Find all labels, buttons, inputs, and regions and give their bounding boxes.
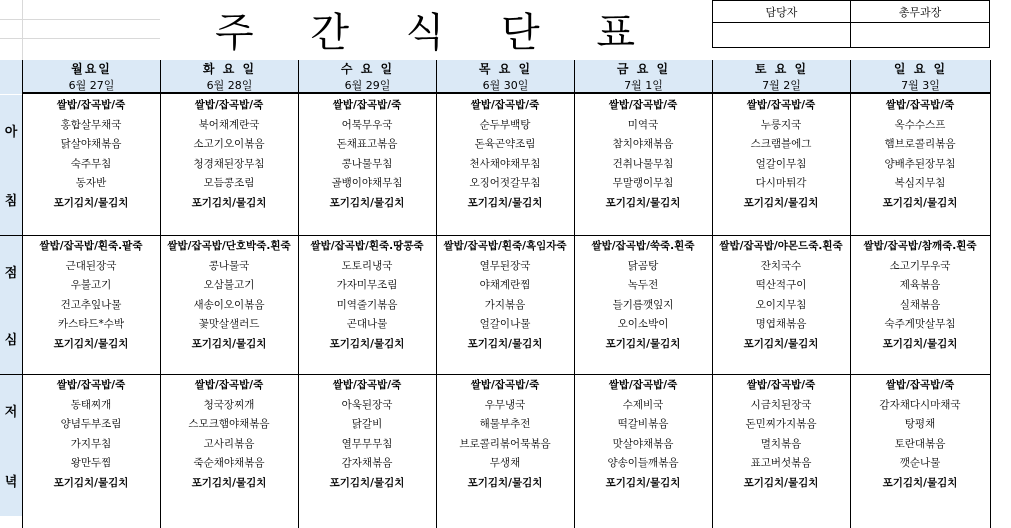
kimchi-item: 포기김치/물김치	[191, 196, 267, 209]
menu-item: 근대된장국	[65, 259, 117, 272]
sheet-gridline	[0, 19, 160, 20]
menu-item: 소고기무우국	[889, 259, 951, 272]
rice-item: 쌀밥/잡곡밥/단호박죽.흰죽	[167, 240, 291, 252]
menu-item: 들기름깻잎지	[612, 298, 674, 311]
kimchi-item: 포기김치/물김치	[329, 196, 405, 209]
rice-item: 쌀밥/잡곡밥/죽	[746, 99, 816, 111]
rice-item: 쌀밥/잡곡밥/죽	[470, 99, 540, 111]
day-date: 6월 27일	[68, 78, 115, 92]
day-name: 수 요 일	[340, 61, 395, 76]
sheet-gridline	[22, 0, 23, 60]
kimchi-item: 포기김치/물김치	[53, 476, 129, 489]
meal-label-2	[0, 236, 22, 374]
meal-label-bottom: 녁	[4, 475, 18, 490]
day-name: 목 요 일	[478, 61, 533, 76]
manager-label: 담당자	[713, 1, 851, 23]
menu-item: 건고추잎나물	[60, 298, 122, 311]
meal-label-top: 저	[4, 405, 18, 420]
menu-item: 양배추된장무침	[884, 157, 956, 170]
menu-item: 고사리볶음	[203, 437, 255, 450]
meal-label-bottom: 심	[4, 333, 18, 348]
menu-item: 동자반	[75, 177, 107, 189]
rice-item: 쌀밥/잡곡밥/흰죽.팥죽	[39, 240, 143, 252]
menu-item: 왕만두찜	[70, 457, 112, 469]
kimchi-item: 포기김치/물김치	[329, 476, 405, 489]
menu-item: 도토리냉국	[341, 259, 393, 272]
menu-item: 떡산적구이	[755, 279, 807, 291]
menu-item: 카스타드*수박	[57, 318, 125, 330]
menu-item: 감자채볶음	[341, 457, 393, 469]
menu-item: 우무냉국	[484, 398, 526, 411]
menu-item: 다시마튀각	[755, 177, 807, 189]
day-header-3	[299, 60, 436, 94]
menu-item: 실채볶음	[899, 298, 941, 311]
menu-item: 옥수수스프	[894, 118, 946, 131]
menu-item: 건취나물무침	[612, 157, 674, 170]
menu-item: 가자미무조림	[336, 279, 398, 291]
rice-item: 쌀밥/잡곡밥/흰죽.땅콩죽	[310, 240, 424, 252]
meal-label-top: 아	[4, 125, 18, 140]
menu-item: 우불고기	[70, 279, 112, 291]
page-title: 주 간 식 단 표	[214, 9, 658, 56]
day-name: 월요일	[71, 61, 112, 76]
menu-item: 꽃맛살샐러드	[198, 318, 260, 330]
menu-item: 북어채계란국	[198, 118, 260, 131]
menu-item: 죽순채야채볶음	[193, 457, 265, 469]
day-header-5	[575, 60, 712, 94]
menu-item: 닭살야채볶음	[60, 138, 122, 150]
menu-item: 천사채야채무침	[469, 157, 541, 170]
approval-box	[712, 0, 990, 48]
day-name: 일 요 일	[893, 61, 948, 76]
corner-cell	[0, 60, 22, 94]
menu-item: 어묵무우국	[341, 118, 393, 131]
menu-item: 얼갈이무침	[755, 157, 807, 170]
menu-item: 무말랭이무침	[612, 177, 674, 189]
menu-item: 얼갈이나물	[479, 318, 531, 330]
menu-item: 돈민찌가지볶음	[745, 418, 817, 430]
rice-item: 쌀밥/잡곡밥/흰죽/흑임자죽	[443, 240, 567, 252]
sheet-gridline	[0, 38, 160, 39]
menu-item: 돈채표고볶음	[336, 138, 398, 150]
menu-item: 아욱된장국	[341, 398, 393, 411]
day-name: 금 요 일	[616, 61, 671, 76]
menu-item: 새송이오이볶음	[193, 298, 265, 311]
meal-label-bottom: 침	[4, 194, 18, 209]
menu-item: 돈육곤약조림	[474, 138, 536, 150]
day-header-7	[851, 60, 990, 94]
menu-item: 소고기오이볶음	[193, 138, 265, 150]
meal-separator	[0, 235, 990, 236]
menu-item: 숙주게맛살무침	[884, 318, 956, 330]
kimchi-item: 포기김치/물김치	[53, 196, 129, 209]
kimchi-item: 포기김치/물김치	[605, 337, 681, 350]
menu-item: 잔치국수	[760, 259, 802, 272]
menu-item: 브로콜리볶어묵볶음	[459, 437, 551, 450]
menu-item: 누룽지국	[760, 118, 802, 131]
menu-item: 미역국	[627, 118, 659, 131]
rice-item: 쌀밥/잡곡밥/죽	[332, 99, 402, 111]
menu-item: 감자채다시마채국	[879, 398, 961, 411]
day-header-4	[437, 60, 574, 94]
general-manager-label: 총무과장	[851, 1, 989, 23]
table-right-border	[990, 60, 991, 528]
menu-item: 곤대나물	[346, 318, 388, 330]
menu-item: 깻순나물	[899, 457, 941, 469]
day-date: 7월 3일	[901, 78, 940, 92]
kimchi-item: 포기김치/물김치	[467, 196, 543, 209]
rice-item: 쌀밥/잡곡밥/죽	[885, 379, 955, 391]
kimchi-item: 포기김치/물김치	[882, 196, 958, 209]
day-date: 6월 28일	[206, 78, 253, 92]
manager-signature-cell[interactable]	[713, 23, 851, 47]
menu-item: 청국장찌개	[203, 398, 255, 411]
menu-item: 모듬콩조림	[203, 177, 255, 189]
menu-item: 무생채	[489, 457, 521, 469]
menu-item: 햄브로콜리볶음	[884, 138, 956, 150]
rice-item: 쌀밥/잡곡밥/죽	[470, 379, 540, 391]
menu-item: 미역줄기볶음	[336, 298, 398, 311]
kimchi-item: 포기김치/물김치	[53, 337, 129, 350]
menu-item: 녹두전	[627, 279, 659, 291]
menu-item: 제육볶음	[899, 279, 941, 291]
menu-item: 탕평채	[904, 418, 936, 430]
menu-item: 가지무침	[70, 437, 112, 450]
rice-item: 쌀밥/잡곡밥/죽	[608, 99, 678, 111]
day-date: 7월 2일	[762, 78, 801, 92]
day-name: 화 요 일	[202, 61, 257, 76]
meal-separator	[0, 374, 990, 375]
menu-item: 떡갈비볶음	[617, 418, 669, 430]
menu-item: 시금치된장국	[750, 398, 812, 411]
menu-item: 오이지무침	[755, 298, 807, 311]
menu-item: 토란대볶음	[894, 437, 946, 450]
menu-item: 순두부백탕	[479, 118, 531, 131]
rice-item: 쌀밥/잡곡밥/쑥죽.흰죽	[591, 240, 695, 252]
menu-item: 명엽채볶음	[755, 318, 807, 330]
menu-item: 홍합살무채국	[60, 118, 122, 131]
menu-item: 해물부추전	[479, 418, 531, 430]
menu-item: 가지볶음	[484, 298, 526, 311]
day-date: 6월 29일	[344, 78, 391, 92]
menu-item: 복심지무침	[894, 177, 946, 189]
menu-item: 오이소박이	[617, 318, 669, 330]
meal-label-top: 점	[4, 266, 18, 281]
menu-item: 양념두부조림	[60, 418, 122, 430]
menu-item: 골뱅이야채무침	[331, 177, 403, 189]
menu-item: 열무된장국	[479, 259, 531, 272]
rice-item: 쌀밥/잡곡밥/죽	[194, 99, 264, 111]
menu-item: 양송이들깨볶음	[607, 457, 679, 469]
kimchi-item: 포기김치/물김치	[605, 196, 681, 209]
day-date: 6월 30일	[482, 78, 529, 92]
day-date: 7월 1일	[624, 78, 663, 92]
meal-label-1	[0, 95, 22, 235]
kimchi-item: 포기김치/물김치	[191, 337, 267, 350]
menu-item: 맛살야채볶음	[612, 437, 674, 450]
menu-item: 숙주무침	[70, 157, 112, 170]
menu-item: 멸치볶음	[760, 437, 802, 450]
rice-item: 쌀밥/잡곡밥/참깨죽.흰죽	[863, 240, 977, 252]
menu-item: 닭곰탕	[627, 259, 659, 272]
rice-item: 쌀밥/잡곡밥/죽	[56, 379, 126, 391]
kimchi-item: 포기김치/물김치	[329, 337, 405, 350]
menu-item: 참치야채볶음	[612, 138, 674, 150]
kimchi-item: 포기김치/물김치	[882, 476, 958, 489]
menu-item: 청경채된장무침	[193, 157, 265, 170]
menu-item: 열무무무침	[341, 437, 393, 450]
kimchi-item: 포기김치/물김치	[743, 196, 819, 209]
menu-item: 동태찌개	[70, 398, 112, 411]
menu-item: 닭갈비	[351, 418, 383, 430]
kimchi-item: 포기김치/물김치	[467, 337, 543, 350]
menu-item: 스모크햄야채볶음	[188, 418, 270, 430]
rice-item: 쌀밥/잡곡밥/야몬드죽.흰죽	[719, 240, 843, 252]
rice-item: 쌀밥/잡곡밥/죽	[56, 99, 126, 111]
day-header-1	[23, 60, 160, 94]
kimchi-item: 포기김치/물김치	[882, 337, 958, 350]
rice-item: 쌀밥/잡곡밥/죽	[885, 99, 955, 111]
menu-item: 스크램블에그	[750, 138, 812, 150]
kimchi-item: 포기김치/물김치	[467, 476, 543, 489]
day-header-6	[713, 60, 850, 94]
menu-item: 표고버섯볶음	[750, 457, 812, 469]
meal-label-3	[0, 375, 22, 516]
kimchi-item: 포기김치/물김치	[605, 476, 681, 489]
general-manager-signature-cell[interactable]	[851, 23, 989, 47]
menu-item: 콩나물무침	[341, 157, 393, 170]
menu-item: 오삼불고기	[203, 279, 255, 291]
menu-item: 야채계란찜	[479, 279, 531, 291]
rice-item: 쌀밥/잡곡밥/죽	[194, 379, 264, 391]
kimchi-item: 포기김치/물김치	[191, 476, 267, 489]
rice-item: 쌀밥/잡곡밥/죽	[608, 379, 678, 391]
menu-item: 오징어젓갈무침	[469, 177, 541, 189]
day-header-2	[161, 60, 298, 94]
day-name: 토 요 일	[754, 61, 809, 76]
kimchi-item: 포기김치/물김치	[743, 337, 819, 350]
menu-item: 콩나물국	[208, 259, 250, 272]
menu-item: 수제비국	[622, 398, 664, 411]
rice-item: 쌀밥/잡곡밥/죽	[746, 379, 816, 391]
rice-item: 쌀밥/잡곡밥/죽	[332, 379, 402, 391]
kimchi-item: 포기김치/물김치	[743, 476, 819, 489]
